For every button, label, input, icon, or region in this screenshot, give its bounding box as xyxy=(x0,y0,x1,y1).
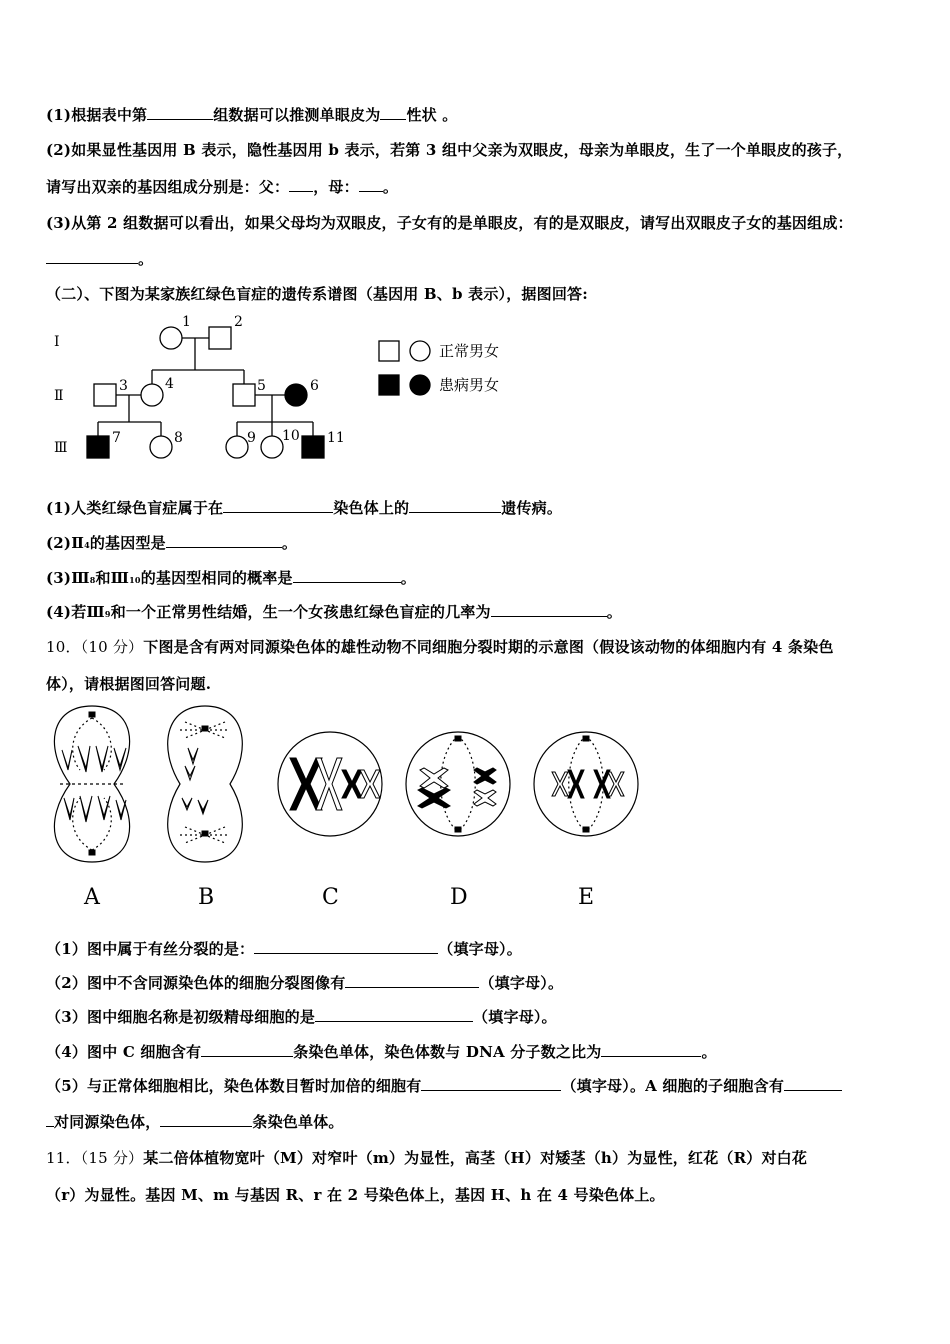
answer-blank[interactable] xyxy=(380,105,406,120)
individual-2 xyxy=(209,327,231,349)
answer-blank[interactable] xyxy=(46,1112,54,1127)
chromosome xyxy=(316,758,342,810)
q10-sub-5-line2: 对同源染色体， 条染色单体。 xyxy=(46,1111,344,1132)
centrosome xyxy=(583,736,589,741)
cell-e-membrane xyxy=(534,732,638,836)
s1-question-2-line2: 请写出双亲的基因组成分别是：父： ，母： 。 xyxy=(46,178,399,196)
individual-number: 7 xyxy=(112,430,121,446)
chromosome xyxy=(185,766,195,780)
chromosome xyxy=(594,770,610,798)
cell-label-c: C xyxy=(322,885,339,910)
q11-stem-line1: 11．（15 分）某二倍体植物宽叶（M）对窄叶（m）为显性，高茎（H）对矮茎（h）为显性，红花（R）对白花 xyxy=(46,1149,808,1167)
individual-9 xyxy=(226,436,248,458)
s2-title: （二）、下图为某家族红绿色盲症的遗传系谱图（基因用 B、b 表示），据图回答: xyxy=(46,285,588,303)
cell-label-d: D xyxy=(450,885,468,910)
s1-question-2-line1: (2)如果显性基因用 B 表示，隐性基因用 b 表示，若第 3 组中父亲为双眼皮，母亲为单眼皮，生了一个单眼皮的孩子， xyxy=(46,141,853,159)
individual-number: 5 xyxy=(257,378,266,394)
individual-number: 4 xyxy=(165,376,174,392)
legend-normal-male xyxy=(379,341,399,361)
chromosome xyxy=(608,772,624,796)
answer-blank[interactable] xyxy=(160,1112,252,1127)
individual-5 xyxy=(233,384,255,406)
answer-blank[interactable] xyxy=(223,498,333,513)
answer-blank[interactable] xyxy=(491,602,607,617)
pedigree-chart xyxy=(40,308,520,468)
chromosome xyxy=(182,798,192,810)
answer-blank[interactable] xyxy=(147,105,213,120)
individual-number: 2 xyxy=(234,314,243,330)
answer-blank[interactable] xyxy=(201,1042,293,1057)
q10-stem-line1: 10．（10 分）下图是含有两对同源染色体的雄性动物不同细胞分裂时期的示意图（假设该动物的体细胞内有 4 条染色 xyxy=(46,638,834,656)
individual-4 xyxy=(141,384,163,406)
chromosome xyxy=(342,770,362,798)
individual-number: 1 xyxy=(182,314,191,330)
answer-blank[interactable] xyxy=(289,177,313,192)
cell-d-membrane xyxy=(406,732,510,836)
chromosome xyxy=(62,750,72,770)
generation-label: Ⅱ xyxy=(54,388,64,404)
q11-stem-line2: （r）为显性。基因 M、m 与基因 R、r 在 2 号染色体上，基因 H、h 在 4 号染色体上。 xyxy=(46,1186,665,1204)
cell-label-b: B xyxy=(198,885,215,910)
answer-blank[interactable] xyxy=(315,1007,473,1022)
individual-10 xyxy=(261,436,283,458)
answer-blank[interactable] xyxy=(166,533,282,548)
chromosome xyxy=(96,746,108,772)
chromosome xyxy=(418,788,450,808)
generation-label: Ⅲ xyxy=(54,440,68,456)
centrosome xyxy=(89,712,95,717)
q10-stem-line2: 体），请根据图回答问题. xyxy=(46,675,212,693)
answer-blank[interactable] xyxy=(46,249,138,264)
q10-sub-5-line1: （5）与正常体细胞相比，染色体数目暂时加倍的细胞有 （填字母）。A 细胞的子细胞含有 xyxy=(46,1075,842,1096)
chromosome xyxy=(568,770,584,798)
individual-number: 11 xyxy=(327,430,345,446)
individual-1 xyxy=(160,327,182,349)
legend-normal-label: 正常男女 xyxy=(439,342,500,360)
cell-division-figure xyxy=(40,700,660,910)
legend-affected-female xyxy=(410,375,430,395)
chromosome xyxy=(552,772,568,796)
s2-question-4: (4)若Ⅲ9和一个正常男性结婚，生一个女孩患红绿色盲症的几率为 。 xyxy=(46,603,622,621)
individual-3 xyxy=(94,384,116,406)
individual-number: 9 xyxy=(247,430,256,446)
q10-sub-3: （3）图中细胞名称是初级精母细胞的是 （填字母）。 xyxy=(46,1008,557,1026)
individual-number: 8 xyxy=(174,430,183,446)
centrosome xyxy=(202,831,208,836)
cell-label-e: E xyxy=(578,885,595,910)
s2-question-3: (3)Ⅲ8和Ⅲ10的基因型相同的概率是 。 xyxy=(46,569,416,587)
s2-question-2: (2)Ⅱ4的基因型是 。 xyxy=(46,534,298,552)
individual-number: 3 xyxy=(119,378,128,394)
legend-normal-female xyxy=(410,341,430,361)
individual-8 xyxy=(150,436,172,458)
chromosome xyxy=(360,770,380,798)
cell-label-a: A xyxy=(84,885,100,910)
answer-blank[interactable] xyxy=(601,1042,701,1057)
chromosome xyxy=(290,758,322,810)
answer-blank[interactable] xyxy=(421,1076,561,1091)
chromosome xyxy=(198,800,208,814)
answer-blank[interactable] xyxy=(784,1076,842,1091)
q10-sub-2: （2）图中不含同源染色体的细胞分裂图像有 （填字母）。 xyxy=(46,974,564,992)
chromosome xyxy=(474,768,496,784)
individual-6 xyxy=(285,384,307,406)
answer-blank[interactable] xyxy=(359,177,383,192)
answer-blank[interactable] xyxy=(409,498,501,513)
legend-affected-male xyxy=(379,375,399,395)
s2-question-1: (1)人类红绿色盲症属于在 染色体上的 遗传病。 xyxy=(46,499,563,517)
s1-question-3-line1: (3)从第 2 组数据可以看出，如果父母均为双眼皮，子女有的是单眼皮，有的是双眼皮，请写出双眼皮子女的基因组成： xyxy=(46,214,853,232)
centrosome xyxy=(583,827,589,832)
centrosome xyxy=(89,850,95,855)
chromosome xyxy=(78,746,90,772)
q10-sub-4: （4）图中 C 细胞含有 条染色单体，染色体数与 DNA 分子数之比为 。 xyxy=(46,1043,717,1061)
legend-affected-label: 患病男女 xyxy=(439,376,500,394)
centrosome xyxy=(455,736,461,741)
chromosome xyxy=(420,768,448,788)
s1-question-3-line2: 。 xyxy=(46,248,153,269)
chromosome xyxy=(80,796,92,822)
chromosome xyxy=(474,790,496,806)
individual-11 xyxy=(302,436,324,458)
chromosome xyxy=(188,748,198,764)
centrosome xyxy=(202,726,208,731)
answer-blank[interactable] xyxy=(293,568,401,583)
individual-7 xyxy=(87,436,109,458)
generation-label: I xyxy=(54,334,60,350)
s1-question-1: (1)根据表中第 组数据可以推测单眼皮为 性状 。 xyxy=(46,106,458,124)
centrosome xyxy=(455,827,461,832)
individual-number: 10 xyxy=(282,428,300,444)
individual-number: 6 xyxy=(310,378,319,394)
chromosome xyxy=(98,796,110,820)
q10-sub-1: （1）图中属于有丝分裂的是： （填字母）。 xyxy=(46,940,522,958)
answer-blank[interactable] xyxy=(254,939,438,954)
answer-blank[interactable] xyxy=(345,973,479,988)
